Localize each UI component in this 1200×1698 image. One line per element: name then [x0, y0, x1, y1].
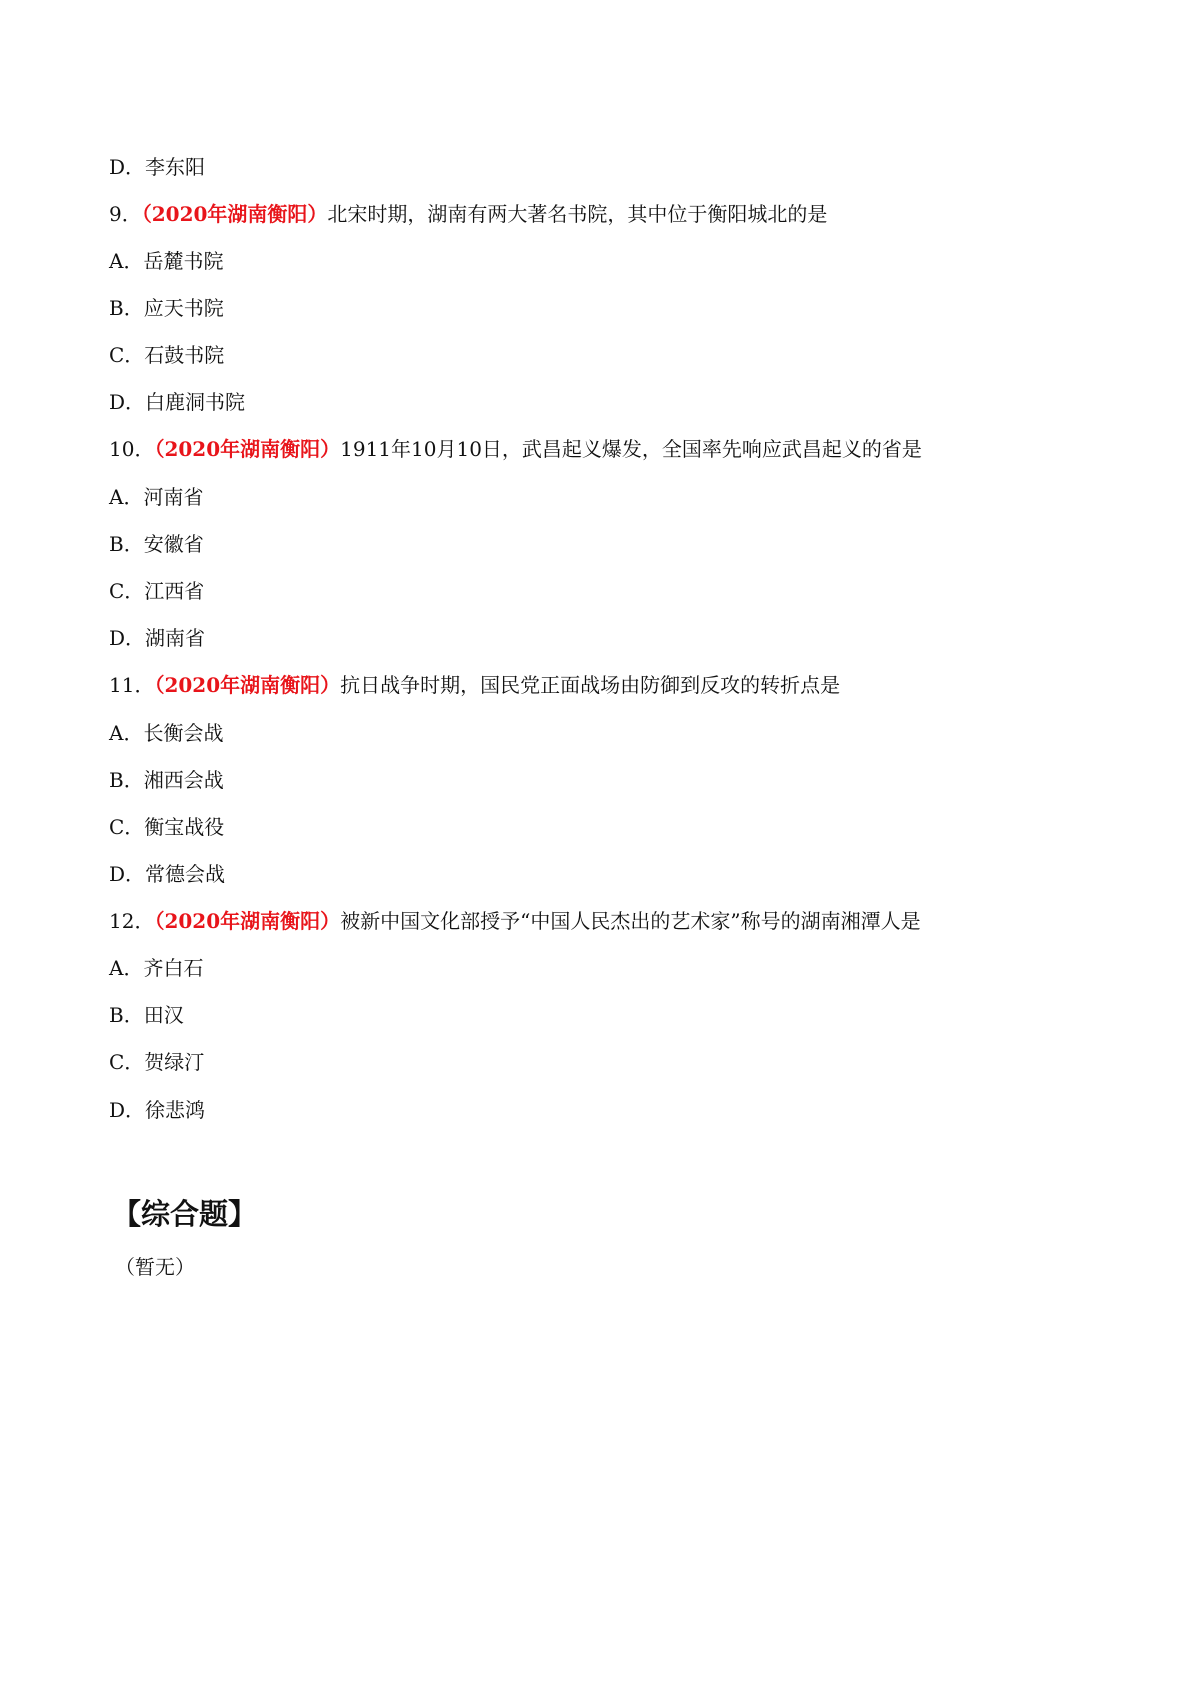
question-text: 抗日战争时期，国民党正面战场由防御到反攻的转折点是 — [340, 673, 841, 697]
question-11-option-b: B．湘西会战 — [109, 768, 224, 792]
question-10-option-b: B．安徽省 — [109, 532, 204, 556]
question-source: （2020年湖南衡阳） — [141, 202, 328, 226]
question-source: （2020年湖南衡阳） — [154, 673, 341, 697]
question-number: 11． — [109, 673, 155, 697]
question-source: （2020年湖南衡阳） — [154, 909, 341, 933]
question-11-option-d: D．常德会战 — [109, 862, 226, 886]
prev-option-d: D．李东阳 — [109, 155, 206, 179]
question-10-option-a: A．河南省 — [109, 485, 204, 509]
question-12-option-d: D．徐悲鸿 — [109, 1098, 206, 1122]
question-10-option-d: D．湖南省 — [109, 626, 206, 650]
question-text: 1911年10月10日，武昌起义爆发，全国率先响应武昌起义的省是 — [340, 437, 922, 461]
question-9-option-c: C．石鼓书院 — [109, 343, 225, 367]
question-12-option-a: A．齐白石 — [109, 956, 204, 980]
question-9-stem — [109, 201, 827, 227]
question-text: 被新中国文化部授予“中国人民杰出的艺术家”称号的湖南湘潭人是 — [340, 909, 921, 933]
question-11-option-a: A．长衡会战 — [109, 721, 224, 745]
question-12-option-c: C．贺绿汀 — [109, 1050, 205, 1074]
question-11-option-c: C．衡宝战役 — [109, 815, 225, 839]
question-9-option-d: D．白鹿洞书院 — [109, 390, 246, 414]
question-text: 北宋时期，湖南有两大著名书院，其中位于衡阳城北的是 — [327, 202, 828, 226]
question-number: 12． — [109, 909, 155, 933]
question-source: （2020年湖南衡阳） — [154, 437, 341, 461]
question-number: 9． — [109, 202, 142, 226]
question-9-option-a: A．岳麓书院 — [109, 249, 224, 273]
question-11-stem — [109, 672, 840, 698]
question-9-option-b: B．应天书院 — [109, 296, 224, 320]
question-number: 10． — [109, 437, 155, 461]
question-12-option-b: B．田汉 — [109, 1003, 184, 1027]
section-heading: 【综合题】 — [112, 1197, 258, 1231]
section-note: （暂无） — [115, 1255, 195, 1279]
question-12-stem — [109, 908, 921, 934]
question-10-option-c: C．江西省 — [109, 579, 205, 603]
question-10-stem — [109, 436, 922, 462]
